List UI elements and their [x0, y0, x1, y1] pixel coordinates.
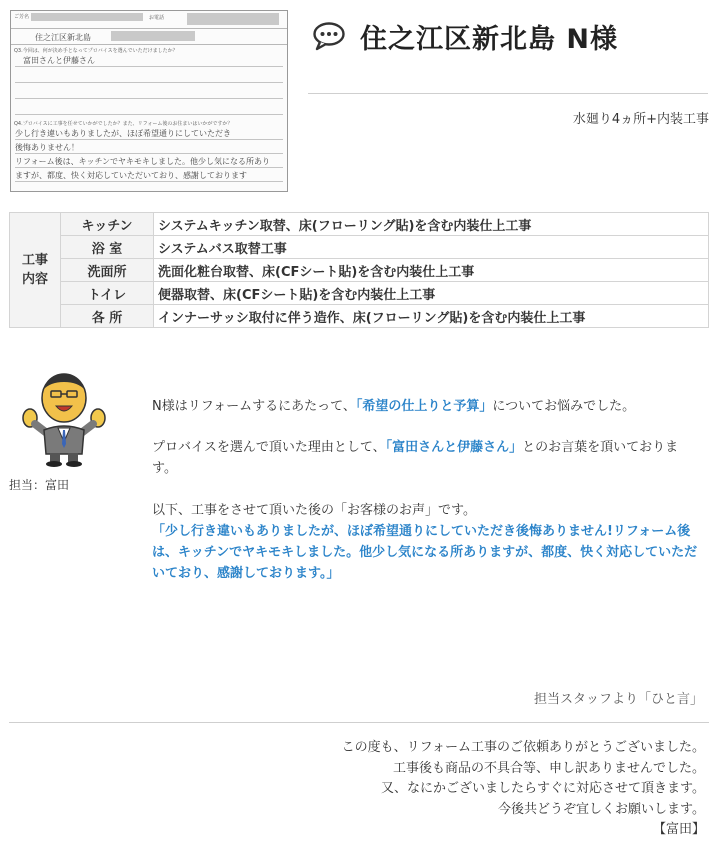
survey-name-label: ご芳名: [14, 14, 30, 20]
title-divider: [308, 93, 708, 94]
message-text: とのお言葉を頂いております。: [152, 440, 679, 476]
work-description: インナーサッシ取付に伴う造作、床(フローリング貼)を含む内装仕上工事: [154, 305, 709, 328]
speech-bubble-icon: [312, 21, 346, 51]
message-highlight: 「希望の仕上りと予算」: [355, 399, 493, 414]
page-header: [312, 16, 618, 56]
customer-voice-quote: 「少し行き違いもありましたが、ほぼ希望通りにしていただき後悔ありません!リフォーム後は、キッチンでヤキモキしました。他少し気になる所ありますが、都度、快く対応していただいており、感謝しております。」: [152, 524, 698, 581]
survey-phone-label: お電話: [149, 15, 165, 21]
survey-q4-label: Q4.プロバイスに工事を任せていかがでしたか？また、リフォーム後のお住まいはいかがですか？: [14, 121, 233, 127]
work-category: トイレ: [61, 282, 154, 305]
survey-sheet-image: [10, 10, 288, 192]
table-row: [10, 259, 709, 282]
survey-q4-line: 少し行き違いもありましたが、ほぼ希望通りにしていただき: [15, 129, 231, 138]
message-paragraph-1: [152, 396, 702, 417]
work-table-header: [10, 213, 61, 328]
survey-redaction: [31, 13, 143, 21]
survey-q4-line: 後悔ありません！: [15, 143, 79, 152]
table-row: [10, 236, 709, 259]
survey-q3-label: Q3.今回は、何が決め手となってプロバイスを選んでいただけましたか？: [14, 48, 178, 54]
closing-signature: 【富田】: [652, 822, 705, 837]
survey-q4-line: リフォーム後は、キッチンでヤキモキしました。他少し気になる所あり: [15, 157, 271, 166]
staff-character-illustration: [18, 368, 110, 468]
survey-q4-line: ますが、都度、快く対応していただいており、感謝しております: [15, 171, 247, 180]
message-intro: 以下、工事をさせて頂いた後の「お客様のお声」です。: [152, 503, 476, 518]
work-category: 洗面所: [61, 259, 154, 282]
work-description: システムバス取替工事: [154, 236, 709, 259]
staff-caption: 担当：富田: [9, 478, 70, 492]
closing-line: この度も、リフォーム工事のご依頼ありがとうございました。: [341, 740, 705, 755]
work-category: 各 所: [61, 305, 154, 328]
table-row: [10, 305, 709, 328]
work-category: 浴 室: [61, 236, 154, 259]
closing-line: 工事後も商品の不具合等、申し訳ありませんでした。: [392, 760, 705, 776]
page-title: 住之江区新北島 N様: [360, 23, 618, 55]
message-text: N様はリフォームするにあたって、: [152, 399, 356, 414]
survey-redaction: [111, 31, 195, 41]
work-category: キッチン: [61, 213, 154, 236]
work-description: 便器取替、床(CFシート貼)を含む内装仕上工事: [154, 282, 709, 305]
survey-name-value: 住之江区新北島: [35, 33, 91, 42]
work-description: 洗面化粧台取替、床(CFシート貼)を含む内装仕上工事: [154, 259, 709, 282]
closing-line: 今後共どうぞ宜しくお願いします。: [498, 801, 705, 817]
work-summary: 水廻り4ヵ所+内装工事: [572, 112, 709, 127]
survey-redaction: [187, 13, 279, 25]
closing-message: [342, 738, 705, 841]
message-text: についてお悩みでした。: [492, 399, 636, 414]
staff-comment-heading: 担当スタッフより「ひと言」: [533, 692, 703, 707]
message-paragraph-3: [152, 500, 702, 584]
table-row: [10, 213, 709, 236]
footer-divider: [9, 722, 709, 723]
work-table-header-line: 内容: [21, 272, 48, 287]
survey-q3-answer: 富田さんと伊藤さん: [23, 56, 95, 65]
work-table-header-line: 工事: [21, 253, 48, 268]
message-highlight: 「富田さんと伊藤さん」: [385, 440, 523, 455]
work-description: システムキッチン取替、床(フローリング貼)を含む内装仕上工事: [154, 213, 709, 236]
work-content-table: [9, 212, 709, 328]
table-row: [10, 282, 709, 305]
message-paragraph-2: [152, 437, 702, 479]
closing-line: 又、なにかございましたらすぐに対応させて頂きます。: [381, 781, 705, 796]
message-text: プロバイスを選んで頂いた理由として、: [152, 440, 386, 455]
